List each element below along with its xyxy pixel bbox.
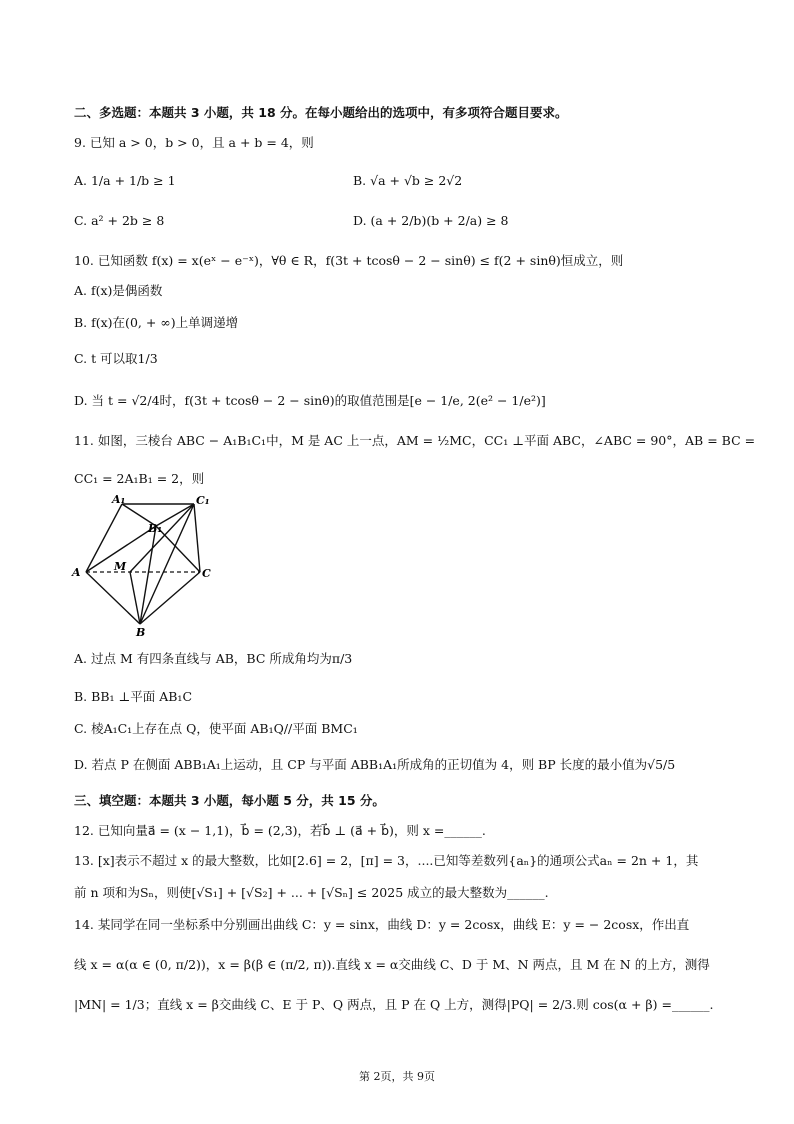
label-c: C — [202, 567, 211, 580]
section-fill-heading: 三、填空题：本题共 3 小题，每小题 5 分，共 15 分。 — [74, 793, 385, 808]
label-b: B — [136, 626, 146, 638]
section-multi-heading: 二、多选题：本题共 3 小题，共 18 分。在每小题给出的选项中，有多项符合题目要求。 — [74, 105, 568, 120]
q11-option-d: D. 若点 P 在侧面 ABB₁A₁上运动，且 CP 与平面 ABB₁A₁所成角的正切值为 4，则 BP 长度的最小值为√5/5 — [74, 757, 676, 772]
q9-option-a: A. 1/a + 1/b ≥ 1 — [74, 173, 176, 188]
frustum-figure — [70, 492, 220, 638]
q10-option-c: C. t 可以取1/3 — [74, 351, 158, 366]
q10-stem: 10. 已知函数 f(x) = x(eˣ − e⁻ˣ)，∀θ ∈ R，f(3t + tcosθ − 2 − sinθ) ≤ f(2 + sinθ)恒成立，则 — [74, 253, 624, 268]
q10-option-a: A. f(x)是偶函数 — [74, 283, 163, 298]
q11-stem-line2: CC₁ = 2A₁B₁ = 2，则 — [74, 471, 205, 486]
q11-option-c: C. 棱A₁C₁上存在点 Q，使平面 AB₁Q//平面 BMC₁ — [74, 721, 358, 736]
q13-line2: 前 n 项和为Sₙ，则使[√S₁] + [√S₂] + ... + [√Sₙ] ≤ 2025 成立的最大整数为______. — [74, 885, 549, 900]
q11-stem-line1: 11. 如图，三棱台 ABC − A₁B₁C₁中，M 是 AC 上一点，AM = ½MC，CC₁ ⊥平面 ABC，∠ABC = 90°，AB = BC = — [74, 433, 756, 448]
q11-option-b: B. BB₁ ⊥平面 AB₁C — [74, 689, 193, 704]
q9-option-d: D. (a + 2/b)(b + 2/a) ≥ 8 — [353, 213, 509, 228]
label-c1: C₁ — [196, 494, 210, 507]
page-footer: 第 2页，共 9页 — [359, 1070, 435, 1083]
q10-option-d: D. 当 t = √2/4时，f(3t + tcosθ − 2 − sinθ)的取值范围是[e − 1/e, 2(e² − 1/e²)] — [74, 393, 546, 408]
q9-stem: 9. 已知 a > 0，b > 0，且 a + b = 4，则 — [74, 135, 314, 150]
q9-option-b: B. √a + √b ≥ 2√2 — [353, 173, 463, 188]
label-b1: B₁ — [148, 522, 163, 535]
q11-option-a: A. 过点 M 有四条直线与 AB，BC 所成角均为π/3 — [74, 651, 353, 666]
q14-line3: |MN| = 1/3；直线 x = β交曲线 C、E 于 P、Q 两点，且 P 在 Q 上方，测得|PQ| = 2/3.则 cos(α + β) =______. — [74, 997, 714, 1012]
q10-option-b: B. f(x)在(0, + ∞)上单调递增 — [74, 315, 239, 330]
q14-line1: 14. 某同学在同一坐标系中分别画出曲线 C：y = sinx，曲线 D：y = 2cosx，曲线 E：y = − 2cosx，作出直 — [74, 917, 690, 932]
q9-option-c: C. a² + 2b ≥ 8 — [74, 213, 165, 228]
q12-text: 12. 已知向量a⃗ = (x − 1,1)，b⃗ = (2,3)，若b⃗ ⊥ (a⃗ + b⃗)，则 x =______. — [74, 823, 486, 838]
q14-line2: 线 x = α(α ∈ (0, π/2))，x = β(β ∈ (π/2, π)).直线 x = α交曲线 C、D 于 M、N 两点，且 M 在 N 的上方，测得 — [74, 957, 710, 972]
label-m: M — [114, 560, 127, 573]
q13-line1: 13. [x]表示不超过 x 的最大整数，比如[2.6] = 2，[π] = 3，....已知等差数列{aₙ}的通项公式aₙ = 2n + 1，其 — [74, 853, 699, 868]
label-a: A — [72, 566, 81, 579]
label-a1: A₁ — [112, 493, 126, 506]
